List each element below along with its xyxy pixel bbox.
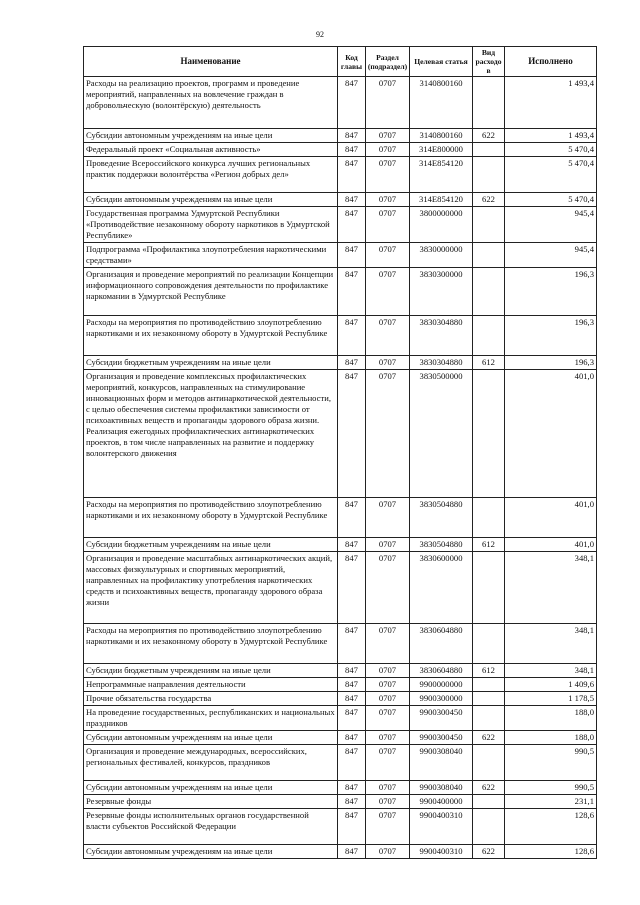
row-expense-cell xyxy=(473,706,505,731)
row-executed-cell: 188,0 xyxy=(505,706,597,731)
table-row xyxy=(84,845,597,859)
row-section-cell: 0707 xyxy=(366,370,410,498)
row-executed-cell: 990,5 xyxy=(505,745,597,781)
row-code-cell: 847 xyxy=(338,745,366,781)
table-row xyxy=(84,624,597,664)
header-target: Целевая статья xyxy=(410,47,473,77)
row-name-cell: Субсидии бюджетным учреждениям на иные цели xyxy=(84,356,338,370)
row-executed-cell: 401,0 xyxy=(505,370,597,498)
row-expense-cell xyxy=(473,143,505,157)
table-row xyxy=(84,552,597,624)
row-expense-cell xyxy=(473,498,505,538)
row-executed-cell: 5 470,4 xyxy=(505,193,597,207)
row-target-cell: 3830300000 xyxy=(410,268,473,316)
row-name-cell: Проведение Всероссийского конкурса лучших региональных практик поддержки волонтёрства «Регион добрых дел» xyxy=(84,157,338,193)
row-executed-cell: 196,3 xyxy=(505,356,597,370)
row-code-cell: 847 xyxy=(338,781,366,795)
row-code-cell: 847 xyxy=(338,845,366,859)
row-code-cell: 847 xyxy=(338,129,366,143)
table-row xyxy=(84,268,597,316)
row-executed-cell: 348,1 xyxy=(505,624,597,664)
row-target-cell: 9900300450 xyxy=(410,731,473,745)
table-row xyxy=(84,77,597,129)
table-row xyxy=(84,809,597,845)
row-executed-cell: 348,1 xyxy=(505,552,597,624)
row-name-cell: На проведение государственных, республиканских и национальных праздников xyxy=(84,706,338,731)
row-expense-cell xyxy=(473,77,505,129)
row-executed-cell: 1 178,5 xyxy=(505,692,597,706)
header-section: Раздел (подраздел) xyxy=(366,47,410,77)
row-section-cell: 0707 xyxy=(366,316,410,356)
row-name-cell: Организация и проведение международных, всероссийских, региональных фестивалей, конкурсов, праздников xyxy=(84,745,338,781)
table-row xyxy=(84,316,597,356)
row-name-cell: Организация и проведение масштабных антинаркотических акций, массовых физкультурных и спортивных мероприятий, направленных на профилактику употребления наркотических средств и психоактивных веществ, пропаганду здорового образа жизни xyxy=(84,552,338,624)
row-target-cell: 9900000000 xyxy=(410,678,473,692)
row-expense-cell: 612 xyxy=(473,664,505,678)
row-expense-cell: 612 xyxy=(473,538,505,552)
row-target-cell: 3140800160 xyxy=(410,77,473,129)
row-section-cell: 0707 xyxy=(366,706,410,731)
row-code-cell: 847 xyxy=(338,664,366,678)
table-header-row xyxy=(84,47,597,77)
row-section-cell: 0707 xyxy=(366,143,410,157)
row-code-cell: 847 xyxy=(338,143,366,157)
row-expense-cell xyxy=(473,268,505,316)
header-expense: Вид расходов xyxy=(473,47,505,77)
row-name-cell: Расходы на мероприятия по противодействию злоупотреблению наркотиками и их незаконному обороту в Удмуртской Республике xyxy=(84,498,338,538)
row-executed-cell: 231,1 xyxy=(505,795,597,809)
row-executed-cell: 945,4 xyxy=(505,243,597,268)
row-section-cell: 0707 xyxy=(366,243,410,268)
row-executed-cell: 1 409,6 xyxy=(505,678,597,692)
row-name-cell: Субсидии автономным учреждениям на иные цели xyxy=(84,781,338,795)
row-section-cell: 0707 xyxy=(366,268,410,316)
table-row xyxy=(84,692,597,706)
row-name-cell: Организация и проведение комплексных профилактических мероприятий, конкурсов, направленных на стимулирование инновационных форм и методов антинаркотической деятельности, с целью обеспечения системы профилактики зависимости от психоактивных веществ и пропаганды здорового образа жизни. Реализация ежегодных профилактических антинаркотических проектов, в том числе направленных на развитие и поддержку волонтерского движения xyxy=(84,370,338,498)
row-code-cell: 847 xyxy=(338,809,366,845)
table-row xyxy=(84,498,597,538)
row-executed-cell: 196,3 xyxy=(505,316,597,356)
row-expense-cell: 622 xyxy=(473,193,505,207)
row-name-cell: Резервные фонды исполнительных органов государственной власти субъектов Российской Федерации xyxy=(84,809,338,845)
row-code-cell: 847 xyxy=(338,795,366,809)
row-code-cell: 847 xyxy=(338,193,366,207)
table-row xyxy=(84,781,597,795)
row-target-cell: 3830304880 xyxy=(410,356,473,370)
row-name-cell: Субсидии бюджетным учреждениям на иные цели xyxy=(84,538,338,552)
row-name-cell: Федеральный проект «Социальная активность» xyxy=(84,143,338,157)
row-executed-cell: 945,4 xyxy=(505,207,597,243)
row-code-cell: 847 xyxy=(338,268,366,316)
row-name-cell: Расходы на мероприятия по противодействию злоупотреблению наркотиками и их незаконному обороту в Удмуртской Республике xyxy=(84,624,338,664)
row-name-cell: Непрограммные направления деятельности xyxy=(84,678,338,692)
row-section-cell: 0707 xyxy=(366,731,410,745)
row-code-cell: 847 xyxy=(338,356,366,370)
row-target-cell: 9900308040 xyxy=(410,745,473,781)
table-row xyxy=(84,143,597,157)
row-target-cell: 3830504880 xyxy=(410,538,473,552)
table-row xyxy=(84,745,597,781)
row-code-cell: 847 xyxy=(338,207,366,243)
row-executed-cell: 401,0 xyxy=(505,498,597,538)
row-target-cell: 3830504880 xyxy=(410,498,473,538)
row-section-cell: 0707 xyxy=(366,356,410,370)
row-name-cell: Расходы на мероприятия по противодействию злоупотреблению наркотиками и их незаконному обороту в Удмуртской Республике xyxy=(84,316,338,356)
row-name-cell: Субсидии бюджетным учреждениям на иные цели xyxy=(84,664,338,678)
row-expense-cell xyxy=(473,243,505,268)
row-name-cell: Расходы на реализацию проектов, программ и проведение мероприятий, направленных на вовлечение граждан в добровольческую (волонтёрскую) деятельность xyxy=(84,77,338,129)
table-row xyxy=(84,157,597,193)
row-target-cell: 314E854120 xyxy=(410,193,473,207)
row-code-cell: 847 xyxy=(338,316,366,356)
row-expense-cell: 622 xyxy=(473,845,505,859)
table-row xyxy=(84,795,597,809)
row-code-cell: 847 xyxy=(338,77,366,129)
row-expense-cell: 622 xyxy=(473,781,505,795)
row-expense-cell xyxy=(473,809,505,845)
table-row xyxy=(84,193,597,207)
header-name: Наименование xyxy=(84,47,338,77)
row-name-cell: Государственная программа Удмуртской Республики «Противодействие незаконному обороту наркотиков в Удмуртской Республике» xyxy=(84,207,338,243)
budget-execution-table xyxy=(83,46,597,859)
row-expense-cell xyxy=(473,552,505,624)
table-row xyxy=(84,678,597,692)
row-expense-cell: 612 xyxy=(473,356,505,370)
row-section-cell: 0707 xyxy=(366,781,410,795)
row-target-cell: 314E854120 xyxy=(410,157,473,193)
row-section-cell: 0707 xyxy=(366,795,410,809)
row-expense-cell xyxy=(473,692,505,706)
row-target-cell: 9900400000 xyxy=(410,795,473,809)
header-code: Код главы xyxy=(338,47,366,77)
row-expense-cell xyxy=(473,795,505,809)
row-target-cell: 9900400310 xyxy=(410,845,473,859)
row-section-cell: 0707 xyxy=(366,664,410,678)
row-code-cell: 847 xyxy=(338,157,366,193)
row-expense-cell: 622 xyxy=(473,731,505,745)
table-row xyxy=(84,370,597,498)
table-row xyxy=(84,538,597,552)
row-target-cell: 9900400310 xyxy=(410,809,473,845)
row-target-cell: 9900300450 xyxy=(410,706,473,731)
row-section-cell: 0707 xyxy=(366,129,410,143)
row-section-cell: 0707 xyxy=(366,845,410,859)
table-row xyxy=(84,129,597,143)
row-target-cell: 3800000000 xyxy=(410,207,473,243)
row-name-cell: Субсидии автономным учреждениям на иные цели xyxy=(84,731,338,745)
row-executed-cell: 128,6 xyxy=(505,845,597,859)
row-name-cell: Субсидии автономным учреждениям на иные цели xyxy=(84,193,338,207)
row-section-cell: 0707 xyxy=(366,193,410,207)
table-row xyxy=(84,356,597,370)
row-code-cell: 847 xyxy=(338,243,366,268)
row-section-cell: 0707 xyxy=(366,809,410,845)
table-row xyxy=(84,731,597,745)
row-expense-cell xyxy=(473,624,505,664)
row-executed-cell: 348,1 xyxy=(505,664,597,678)
table-row xyxy=(84,664,597,678)
table-body xyxy=(84,77,597,859)
row-target-cell: 3830600000 xyxy=(410,552,473,624)
row-executed-cell: 1 493,4 xyxy=(505,77,597,129)
row-target-cell: 3830604880 xyxy=(410,664,473,678)
row-name-cell: Подпрограмма «Профилактика злоупотребления наркотическими средствами» xyxy=(84,243,338,268)
row-expense-cell xyxy=(473,157,505,193)
row-name-cell: Субсидии автономным учреждениям на иные цели xyxy=(84,845,338,859)
row-target-cell: 3830000000 xyxy=(410,243,473,268)
page-number: 92 xyxy=(316,30,324,39)
row-code-cell: 847 xyxy=(338,538,366,552)
row-expense-cell xyxy=(473,207,505,243)
row-target-cell: 3830304880 xyxy=(410,316,473,356)
row-section-cell: 0707 xyxy=(366,745,410,781)
header-executed: Исполнено xyxy=(505,47,597,77)
row-executed-cell: 128,6 xyxy=(505,809,597,845)
row-section-cell: 0707 xyxy=(366,538,410,552)
row-section-cell: 0707 xyxy=(366,498,410,538)
row-code-cell: 847 xyxy=(338,692,366,706)
row-section-cell: 0707 xyxy=(366,678,410,692)
row-section-cell: 0707 xyxy=(366,157,410,193)
row-code-cell: 847 xyxy=(338,706,366,731)
row-expense-cell: 622 xyxy=(473,129,505,143)
row-code-cell: 847 xyxy=(338,624,366,664)
row-code-cell: 847 xyxy=(338,370,366,498)
row-section-cell: 0707 xyxy=(366,207,410,243)
row-target-cell: 3830604880 xyxy=(410,624,473,664)
row-executed-cell: 401,0 xyxy=(505,538,597,552)
row-target-cell: 3830500000 xyxy=(410,370,473,498)
row-code-cell: 847 xyxy=(338,678,366,692)
row-expense-cell xyxy=(473,745,505,781)
row-code-cell: 847 xyxy=(338,552,366,624)
row-expense-cell xyxy=(473,316,505,356)
row-name-cell: Резервные фонды xyxy=(84,795,338,809)
row-code-cell: 847 xyxy=(338,498,366,538)
row-name-cell: Прочие обязательства государства xyxy=(84,692,338,706)
row-name-cell: Организация и проведение мероприятий по реализации Концепции информационного сопровождения деятельности по профилактике наркомании в Удмуртской Республике xyxy=(84,268,338,316)
table-row xyxy=(84,706,597,731)
row-expense-cell xyxy=(473,370,505,498)
row-executed-cell: 5 470,4 xyxy=(505,143,597,157)
row-executed-cell: 1 493,4 xyxy=(505,129,597,143)
row-code-cell: 847 xyxy=(338,731,366,745)
table-row xyxy=(84,207,597,243)
row-target-cell: 314E800000 xyxy=(410,143,473,157)
row-executed-cell: 196,3 xyxy=(505,268,597,316)
row-target-cell: 9900300000 xyxy=(410,692,473,706)
table-row xyxy=(84,243,597,268)
row-section-cell: 0707 xyxy=(366,77,410,129)
row-target-cell: 9900308040 xyxy=(410,781,473,795)
row-executed-cell: 5 470,4 xyxy=(505,157,597,193)
row-name-cell: Субсидии автономным учреждениям на иные цели xyxy=(84,129,338,143)
row-executed-cell: 188,0 xyxy=(505,731,597,745)
row-section-cell: 0707 xyxy=(366,624,410,664)
row-executed-cell: 990,5 xyxy=(505,781,597,795)
row-section-cell: 0707 xyxy=(366,692,410,706)
row-section-cell: 0707 xyxy=(366,552,410,624)
row-target-cell: 3140800160 xyxy=(410,129,473,143)
row-expense-cell xyxy=(473,678,505,692)
